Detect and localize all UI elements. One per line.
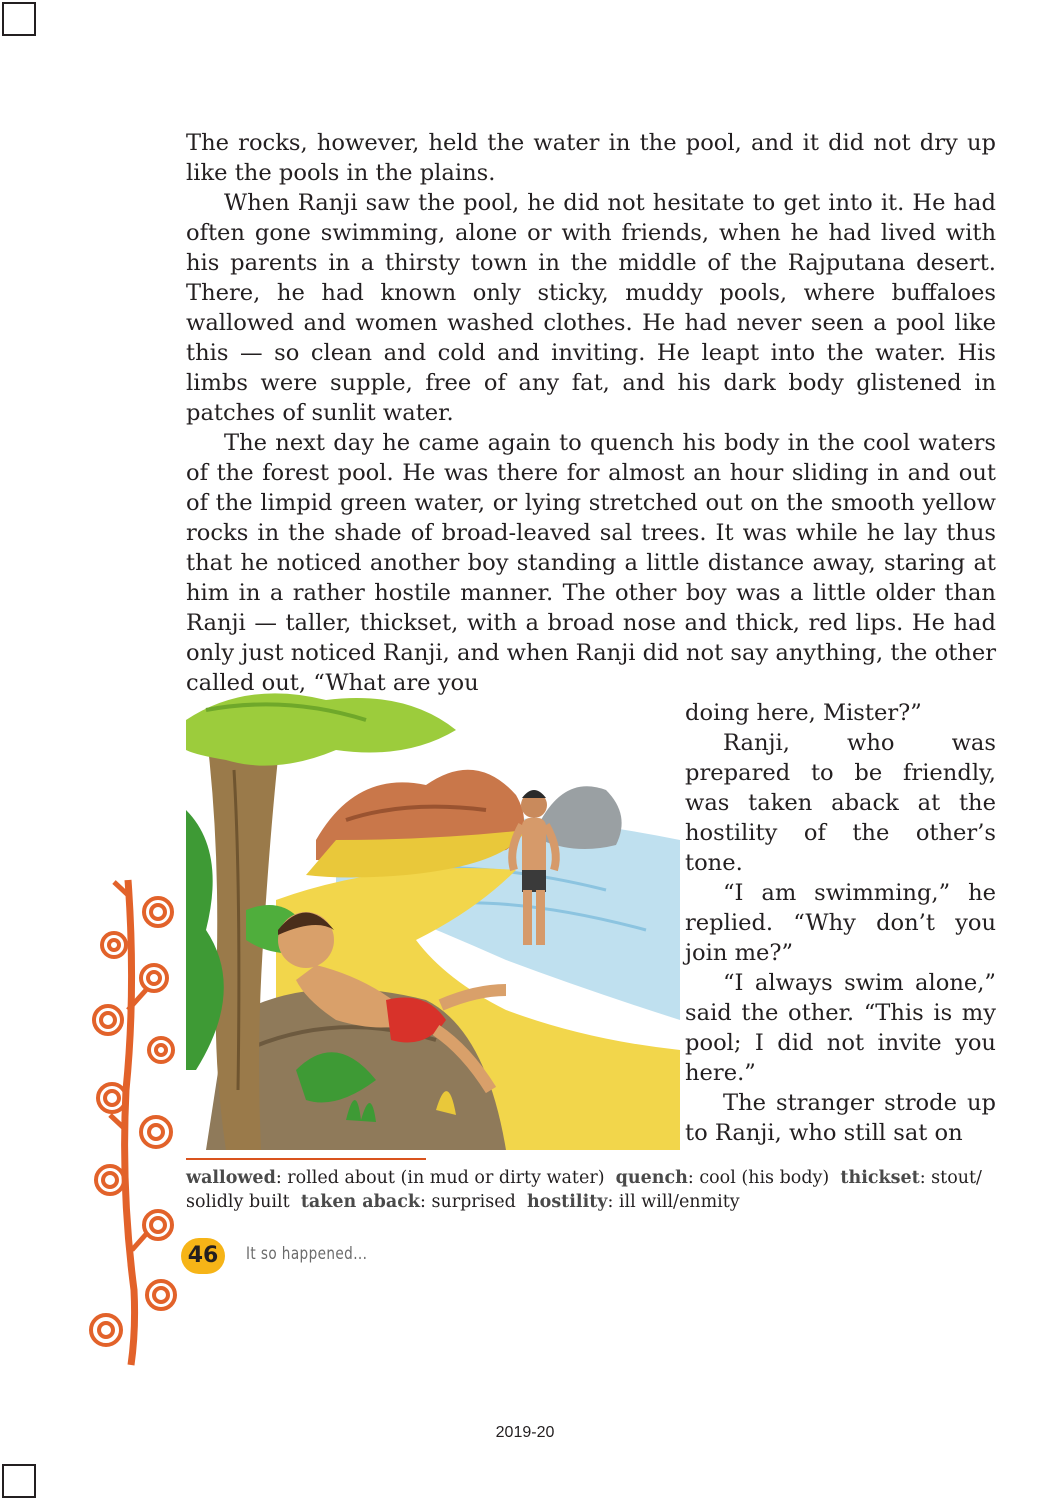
glossary-term: hostility: [526, 1192, 608, 1212]
story-text-side: [685, 698, 996, 1148]
crop-mark-bottom: [2, 1464, 36, 1498]
glossary: [186, 1166, 1002, 1214]
glossary-term: wallowed: [186, 1168, 276, 1188]
paragraph: When Ranji saw the pool, he did not hesitate to get into it. He had often gone swimming, alone or with friends, when he had lived with his parents in a thirsty town in the middle of the Rajputana desert. There, he had known only sticky, muddy pools, where buffaloes wallowed and women washed clothes. He had never seen a pool like this — so clean and cold and inviting. He leapt into the water. His limbs were supple, free of any fat, and his dark body glistened in patches of sunlit water.: [186, 190, 996, 426]
paragraph: The rocks, however, held the water in the pool, and it did not dry up like the pools in the plains.: [186, 130, 996, 186]
spiral-vine-decoration: [76, 870, 196, 1370]
glossary-definition: : surprised: [420, 1192, 516, 1212]
glossary-term: thickset: [840, 1168, 920, 1188]
glossary-term: taken aback: [300, 1192, 421, 1212]
crop-mark-top: [2, 2, 36, 36]
glossary-definition: : stout/ solidly built: [186, 1168, 982, 1212]
year-stamp: 2019-20: [495, 1424, 555, 1441]
glossary-definition: : cool (his body): [687, 1168, 830, 1188]
paragraph: The next day he came again to quench his body in the cool waters of the forest pool. He was there for almost an hour sliding in and out of the limpid green water, or lying stretched out on the smooth yellow rocks in the shade of broad-leaved sal trees. It was while he lay thus that he noticed another boy standing a little distance away, staring at him in a rather hostile manner. The other boy was a little older than Ranji — taller, thickset, with a broad nose and thick, red lips. He had only just noticed Ranji, and when Ranji did not say anything, the other called out, “What are you: [186, 430, 997, 696]
glossary-definition: : ill will/enmity: [607, 1192, 740, 1212]
boys-at-forest-pool-illustration: [186, 690, 680, 1150]
book-title: It so happened...: [246, 1244, 368, 1264]
page-number: 46: [181, 1238, 225, 1274]
paragraph: “I am swimming,” he replied. “Why don’t you join me?”: [685, 880, 996, 966]
glossary-divider: [186, 1158, 426, 1160]
glossary-term: quench: [615, 1168, 688, 1188]
paragraph: Ranji, who was prepared to be friendly, was taken aback at the hostility of the other’s tone.: [685, 730, 996, 876]
paragraph: The stranger strode up to Ranji, who still sat on: [685, 1090, 996, 1146]
glossary-definition: : rolled about (in mud or dirty water): [275, 1168, 605, 1188]
paragraph: “I always swim alone,” said the other. “This is my pool; I did not invite you here.”: [685, 970, 996, 1086]
story-text-top: [186, 128, 996, 698]
paragraph: doing here, Mister?”: [685, 700, 922, 726]
